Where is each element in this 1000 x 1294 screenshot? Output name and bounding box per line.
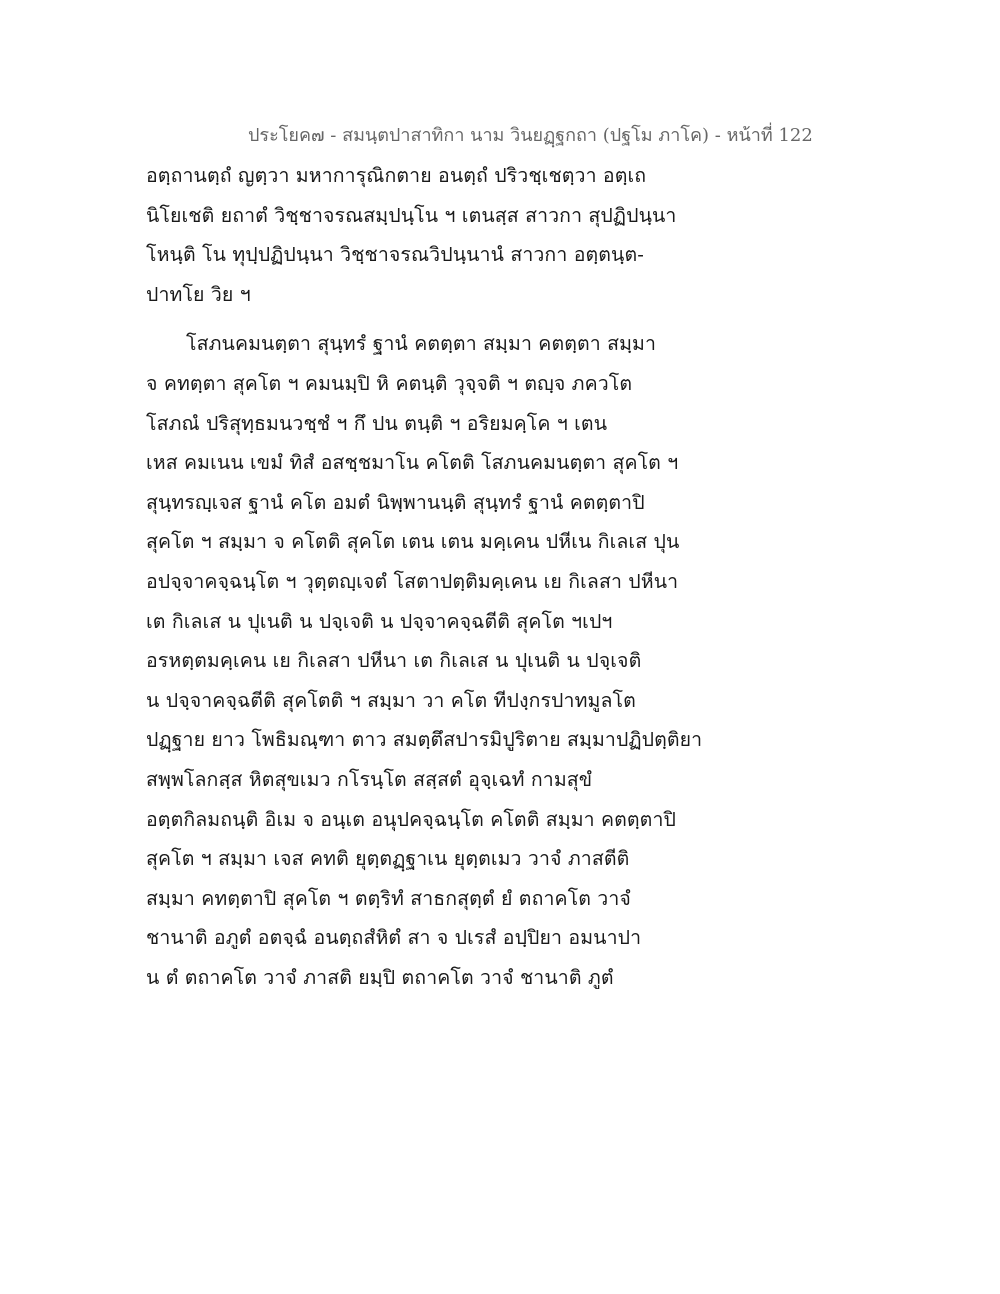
text-line: สุนฺทรญฺเจส ฐานํ คโต อมตํ นิพฺพานนฺติ สุนฺทรํ ฐานํ คตตฺตาปิ <box>146 490 645 514</box>
text-line: ปาทโย วิย ฯ <box>146 282 251 306</box>
paragraph-spacer <box>146 314 706 324</box>
text-line: สุคโต ฯ สมฺมา จ คโตติ สุคโต เตน เตน มคฺเคน ปหีเน กิเลเส ปุน <box>146 530 680 554</box>
text-line: อปจฺจาคจฺฉนฺโต ฯ วุตฺตญฺเจตํ โสตาปตฺติมคฺเคน เย กิเลสา ปหีนา <box>146 569 679 593</box>
text-line: อตฺตกิลมถนฺติ อิเม จ อนฺเต อนุปคจฺฉนฺโต คโตติ สมฺมา คตตฺตาปิ <box>146 807 676 831</box>
text-line: อรหตฺตมคฺเคน เย กิเลสา ปหีนา เต กิเลเส น ปุเนติ น ปจฺเจติ <box>146 649 642 673</box>
text-line: จ คทตฺตา สุคโต ฯ คมนมฺปิ หิ คตนฺติ วุจฺจติ ฯ ตญฺจ ภควโต <box>146 371 633 395</box>
body-text <box>146 156 706 997</box>
text-line: เหส คมเนน เขมํ ทิสํ อสชฺชมาโน คโตติ โสภนคมนตฺตา สุคโต ฯ <box>146 451 679 475</box>
text-line: สมฺมา คทตฺตาปิ สุคโต ฯ ตตฺริทํ สาธกสุตฺตํ ยํ ตถาคโต วาจํ <box>146 886 631 910</box>
text-line: ชานาติ อภูตํ อตจฺฉํ อนตฺถสํหิตํ สา จ ปเรสํ อปฺปิยา อมนาปา <box>146 926 642 950</box>
text-line: สพฺพโลกสฺส หิตสุขเมว กโรนฺโต สสฺสตํ อุจฺเฉทํ กามสุขํ <box>146 767 593 791</box>
text-line: น ปจฺจาคจฺฉตีติ สุคโตติ ฯ สมฺมา วา คโต ทีปงฺกรปาทมูลโต <box>146 688 636 712</box>
text-line: โสภนคมนตฺตา สุนฺทรํ ฐานํ คตตฺตา สมฺมา คตตฺตา สมฺมา <box>186 332 657 356</box>
paragraph-1 <box>146 156 706 314</box>
text-line: อตฺถานตฺถํ ญตฺวา มหาการุณิกตาย อนตฺถํ ปริวชฺเชตฺวา อตฺเถ <box>146 164 647 187</box>
text-line: โสภณํ ปริสุทฺธมนวชฺชํ ฯ กึ ปน ตนฺติ ฯ อริยมคฺโค ฯ เตน <box>146 411 608 435</box>
text-line: นิโยเชติ ยถาตํ วิชฺชาจรณสมฺปนฺโน ฯ เตนสฺส สาวกา สุปฏิปนฺนา <box>146 203 677 227</box>
text-line: สุคโต ฯ สมฺมา เจส คทติ ยุตฺตฏฺฐาเน ยุตฺตเมว วาจํ ภาสตีติ <box>146 847 630 871</box>
page-header: ประโยค๗ - สมนฺตปาสาทิกา นาม วินยฏฺฐกถา (ปฐโม ภาโค) - หน้าที่ 122 <box>248 125 813 146</box>
text-line: น ตํ ตถาคโต วาจํ ภาสติ ยมฺปิ ตถาคโต วาจํ ชานาติ ภูตํ <box>146 965 614 989</box>
paragraph-2 <box>146 324 706 997</box>
text-line: ปฏฺฐาย ยาว โพธิมณฺฑา ตาว สมตฺตึสปารมิปูริตาย สมฺมาปฏิปตฺติยา <box>146 728 703 752</box>
text-line: โหนฺติ โน ทุปฺปฏิปนฺนา วิชฺชาจรณวิปนฺนานํ สาวกา อตฺตนฺต- <box>146 243 644 267</box>
text-line: เต กิเลเส น ปุเนติ น ปจฺเจติ น ปจฺจาคจฺฉตีติ สุคโต ฯเปฯ <box>146 609 613 633</box>
